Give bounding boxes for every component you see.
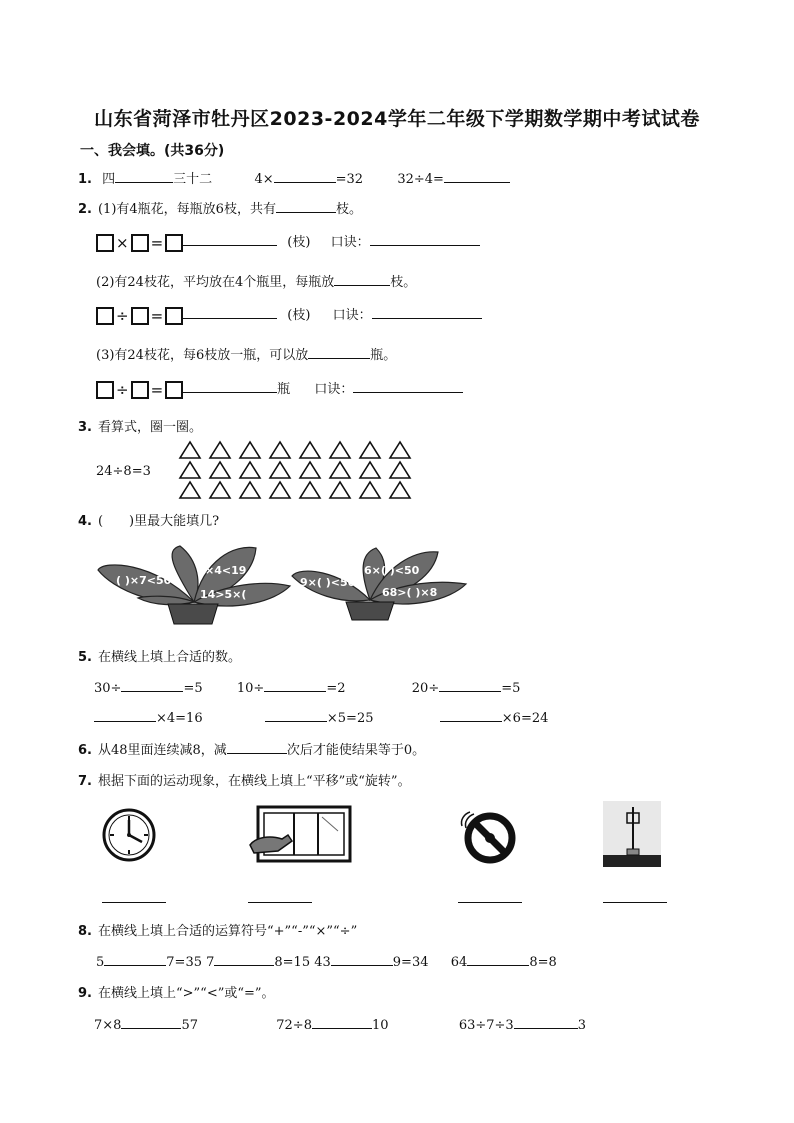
plant-label: 9×( )<50 [300,576,356,589]
question-number: 1. [78,172,92,187]
answer-blank[interactable] [265,708,327,722]
question-number: 5. [78,650,92,665]
triangle-shape[interactable] [210,482,230,498]
answer-box[interactable] [165,234,183,252]
question-number: 6. [78,743,92,758]
triangle-shape[interactable] [240,442,260,458]
pot [168,604,218,624]
answer-blank[interactable] [514,1015,578,1029]
answer-blank[interactable] [214,952,274,966]
question-number: 4. [78,514,92,529]
operator-row: 5 7=35 7 8=15 43 9=34 64 8=8 [96,952,557,970]
answer-blank[interactable] [121,678,183,692]
question-number: 7. [78,774,92,789]
answer-blank[interactable] [183,379,277,393]
question-3: 3. 看算式，圈一圈。 [78,420,202,435]
answer-blank[interactable] [183,232,277,246]
answer-blank[interactable] [334,272,390,286]
question-number: 8. [78,924,92,939]
triangle-shape[interactable] [210,462,230,478]
steering-wheel-picture [458,810,520,866]
triangle-shape[interactable] [390,442,410,458]
triangle-grid [176,440,416,502]
plant-label: 6×( )<50 [364,564,420,577]
plant-label: ( )×7<50 [116,574,172,587]
triangle-shape[interactable] [300,442,320,458]
question-4: 4. ( )里最大能填几? [78,514,220,529]
question-7: 7. 根据下面的运动现象，在横线上填上“平移”或“旋转”。 [78,774,411,789]
answer-box[interactable] [131,307,149,325]
q7-answer-blank-4[interactable] [603,888,667,907]
answer-blank[interactable] [183,305,277,319]
equation-row-2: ÷ = (枝) 口诀： [96,304,482,325]
answer-blank[interactable] [467,952,529,966]
question-number: 2. [78,202,92,217]
q7-answer-blank-3[interactable] [458,888,522,907]
triangle-shape[interactable] [270,482,290,498]
answer-blank[interactable] [312,1015,372,1029]
triangle-shape[interactable] [270,442,290,458]
answer-box[interactable] [96,307,114,325]
triangle-shape[interactable] [330,442,350,458]
answer-box[interactable] [131,381,149,399]
equation-row-1: × = (枝) 口诀： [96,231,480,252]
triangle-shape[interactable] [360,482,380,498]
triangle-shape[interactable] [270,462,290,478]
answer-blank[interactable] [264,678,326,692]
plant-label: )×4<19 [200,564,247,577]
plant-label: 14>5×( [200,588,247,601]
question-5: 5. 在横线上填上合适的数。 [78,650,241,665]
triangle-shape[interactable] [300,462,320,478]
plant-picture-1 [94,540,294,628]
question-number: 9. [78,986,92,1001]
question-2: 2. (1)有4瓶花，每瓶放6枝，共有 枝。 [78,198,362,217]
triangle-shape[interactable] [390,482,410,498]
plant-picture-2 [290,540,470,628]
answer-blank[interactable] [308,345,370,359]
q7-answer-blank-1[interactable] [102,888,166,907]
answer-box[interactable] [131,234,149,252]
triangle-shape[interactable] [180,462,200,478]
triangle-shape[interactable] [330,462,350,478]
answer-box[interactable] [96,234,114,252]
question-1: 1. 四 三十二 4× =32 32÷4= [78,168,510,187]
answer-blank[interactable] [115,169,173,183]
question-2-part-2: (2)有24枝花，平均放在4个瓶里，每瓶放 枝。 [96,271,416,290]
question-9: 9. 在横线上填上“>”“<”或“=”。 [78,986,275,1001]
question-6: 6. 从48里面连续减8，减 次后才能使结果等于0。 [78,739,425,758]
page-title: 山东省菏泽市牡丹区2023-2024学年二年级下学期数学期中考试试卷 [94,108,700,130]
triangle-shape[interactable] [210,442,230,458]
triangle-shape[interactable] [300,482,320,498]
answer-blank[interactable] [276,199,336,213]
answer-blank[interactable] [227,740,287,754]
sliding-window-picture [248,805,352,863]
question-number: 3. [78,420,92,435]
answer-blank[interactable] [274,169,336,183]
plant-label: 68>( )×8 [382,586,438,599]
answer-blank[interactable] [372,305,482,319]
flag-raising-picture [603,801,661,867]
answer-box[interactable] [165,307,183,325]
answer-blank[interactable] [370,232,480,246]
fill-row-1: 30÷ =5 10÷ =2 20÷ =5 [94,678,520,696]
answer-blank[interactable] [440,708,502,722]
expression: 24÷8=3 [96,464,151,479]
answer-blank[interactable] [331,952,393,966]
answer-blank[interactable] [353,379,463,393]
clock-picture [102,806,158,864]
triangle-shape[interactable] [240,462,260,478]
answer-blank[interactable] [94,708,156,722]
equation-row-3: ÷ = 瓶 口诀： [96,378,463,399]
pot [346,602,394,620]
q7-answer-blank-2[interactable] [248,888,312,907]
triangle-shape[interactable] [180,442,200,458]
answer-box[interactable] [165,381,183,399]
question-8: 8. 在横线上填上合适的运算符号“+”“-”“×”“÷” [78,924,358,939]
triangle-shape[interactable] [240,482,260,498]
compare-row: 7×8 57 72÷8 10 63÷7÷3 3 [94,1015,586,1033]
triangle-shape[interactable] [180,482,200,498]
answer-box[interactable] [96,381,114,399]
section-heading: 一、我会填。(共36分) [80,143,225,159]
question-2-part-3: (3)有24枝花，每6枝放一瓶，可以放 瓶。 [96,344,396,363]
answer-blank[interactable] [439,678,501,692]
fill-row-2: ×4=16 ×5=25 ×6=24 [94,708,548,726]
answer-blank[interactable] [444,169,510,183]
answer-blank[interactable] [121,1015,181,1029]
triangle-shape[interactable] [360,442,380,458]
triangle-shape[interactable] [330,482,350,498]
triangle-shape[interactable] [390,462,410,478]
triangle-shape[interactable] [360,462,380,478]
answer-blank[interactable] [104,952,166,966]
